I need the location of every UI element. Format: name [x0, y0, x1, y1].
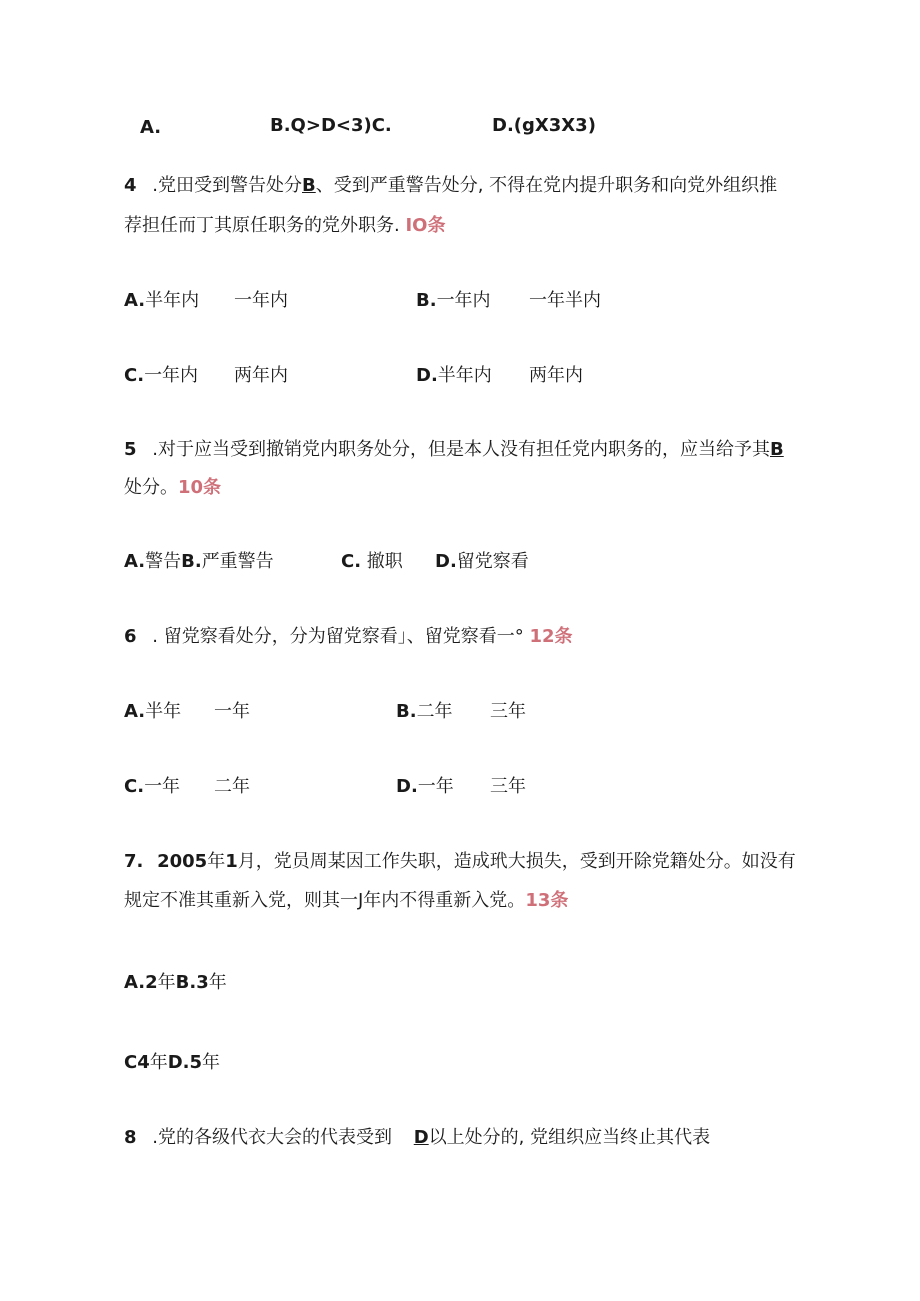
- q4-option-c-2: 两年内: [234, 365, 288, 386]
- q5-option-d: [435, 550, 529, 574]
- q3-option-b-c: B.Q>D<3)C.: [270, 115, 392, 136]
- option-text: 半年内: [145, 290, 200, 311]
- option-text: 二年: [416, 701, 453, 722]
- option-text: 一年内: [436, 290, 491, 311]
- q8-text1: .党的各级代衣大会的代表受到: [152, 1127, 392, 1148]
- q8-text2: 以上处分的, 党组织应当终止其代表: [428, 1127, 711, 1148]
- q4-option-a-2: 一年内: [234, 290, 288, 311]
- q7-option-a-b: [124, 971, 227, 995]
- option-text: 严重警告: [201, 551, 274, 572]
- q7-ref: 13条: [525, 890, 569, 911]
- q7-stem-line2: [124, 889, 568, 913]
- option-key: A.: [124, 701, 146, 722]
- q4-text2: 、受到严重警告处分, 不得在党内提升职务和向党外组织推: [315, 175, 778, 196]
- q6-number: 6: [124, 626, 137, 647]
- option-text: 一年: [144, 776, 181, 797]
- q6-option-a: [124, 700, 181, 724]
- option-key: A.2: [124, 972, 158, 993]
- option-key: B.: [416, 290, 437, 311]
- q4-option-a: [124, 289, 199, 313]
- q4-number: 4: [124, 175, 137, 196]
- q7-nian: 年: [207, 851, 226, 872]
- option-key: D.: [396, 776, 418, 797]
- q5-option-c: [341, 550, 403, 574]
- q4-option-c: [124, 364, 198, 388]
- q4-text3: 荐担任而丁其原任职务的党外职务.: [124, 215, 400, 236]
- q5-answer: B: [769, 439, 784, 460]
- q4-option-b-2: 一年半内: [529, 290, 601, 311]
- q7-stem-line1: [124, 850, 796, 874]
- option-key: D.: [416, 365, 438, 386]
- q6-option-a-2: 一年: [214, 701, 250, 722]
- q6-stem: [124, 625, 573, 649]
- q6-option-b-2: 三年: [490, 701, 526, 722]
- q5-stem-line2: [124, 476, 221, 500]
- option-key: D.: [435, 551, 457, 572]
- q8-answer: D: [413, 1127, 429, 1148]
- q7-text2: 规定不准其重新入党，则其一J年内不得重新入党。: [124, 890, 526, 911]
- q6-option-d-2: 三年: [490, 776, 526, 797]
- q6-text1: . 留党察看处分，分为留党察看」、留党察看一°: [152, 626, 524, 647]
- option-key: B.: [396, 701, 417, 722]
- q6-option-d: [396, 775, 454, 799]
- q7-year: 2005: [157, 851, 208, 872]
- q7-option-c-d: [124, 1051, 220, 1075]
- q4-text1: .党田受到警告处分: [152, 175, 302, 196]
- q4-ref: IO条: [405, 215, 446, 236]
- q3-option-a: A.: [140, 117, 162, 138]
- q4-option-d: [416, 364, 492, 388]
- q7-number: 7.: [124, 851, 144, 872]
- option-key: B.: [181, 551, 202, 572]
- q7-month: 1: [225, 851, 238, 872]
- option-text: 年: [208, 972, 227, 993]
- q5-text2: 处分。: [124, 477, 178, 498]
- option-text: 一年: [417, 776, 454, 797]
- q4-stem-line1: [124, 174, 777, 198]
- option-key: A.: [124, 290, 146, 311]
- q6-ref: 12条: [529, 626, 573, 647]
- option-text: 半年内: [437, 365, 492, 386]
- option-key: C.: [124, 776, 145, 797]
- q5-number: 5: [124, 439, 137, 460]
- q4-stem-line2: [124, 214, 445, 238]
- q5-stem-line1: [124, 438, 784, 462]
- option-text: 年: [149, 1052, 168, 1073]
- option-key: C.: [124, 365, 145, 386]
- q6-option-b: [396, 700, 453, 724]
- q6-option-c-2: 二年: [214, 776, 250, 797]
- option-key: C4: [124, 1052, 150, 1073]
- q8-number: 8: [124, 1127, 137, 1148]
- option-key: A.: [124, 551, 146, 572]
- option-text: 年: [202, 1052, 221, 1073]
- option-text: 留党察看: [456, 551, 529, 572]
- option-text: 半年: [145, 701, 182, 722]
- q5-text1: .对于应当受到撤销党内职务处分，但是本人没有担任党内职务的，应当给予其: [152, 439, 770, 460]
- q4-option-b: [416, 289, 491, 313]
- q6-option-c: [124, 775, 180, 799]
- option-key: C.: [341, 551, 362, 572]
- q8-stem: [124, 1126, 710, 1150]
- option-key: D.5: [167, 1052, 203, 1073]
- option-text: 撤职: [366, 551, 403, 572]
- q5-ref: 10条: [178, 477, 222, 498]
- q4-option-d-2: 两年内: [529, 365, 583, 386]
- q3-option-d: D.(gX3X3): [492, 115, 596, 136]
- q7-text1: 月，党员周某因工作失职，造成玳大损失，受到开除党籍处分。如没有: [237, 851, 796, 872]
- q5-option-a-b: [124, 550, 274, 574]
- q4-answer: B: [302, 175, 316, 196]
- option-text: 一年内: [144, 365, 199, 386]
- option-key: B.3: [175, 972, 209, 993]
- option-text: 年: [157, 972, 176, 993]
- option-text: 警告: [145, 551, 182, 572]
